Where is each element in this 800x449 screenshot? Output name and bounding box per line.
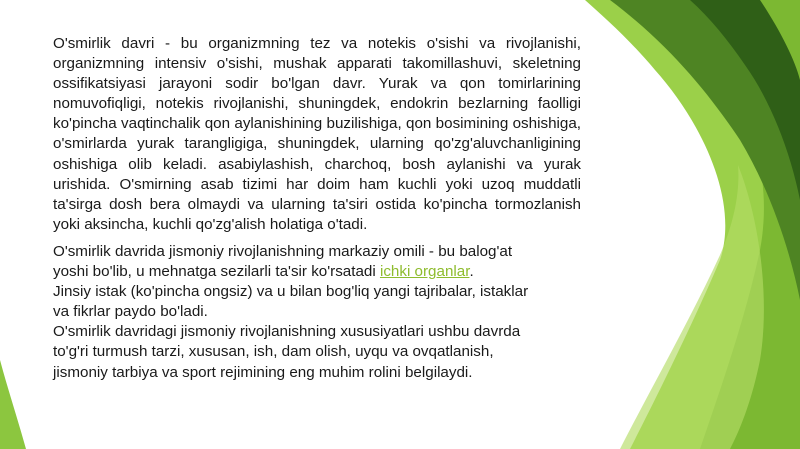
line-2-suffix: . — [469, 263, 474, 281]
paragraph-2-line-1: O'smirlik davrida jismoniy rivojlanishning markaziy omili - bu balog'at — [53, 242, 513, 260]
slide-text — [53, 34, 581, 383]
paragraph-2-line-3: Jinsiy istak (ko'pincha ongsiz) va u bilan bog'liq yangi tajribalar, istaklar — [53, 283, 529, 301]
paragraph-2-line-6: to'g'ri turmush tarzi, xususan, ish, dam olish, uyqu va ovqatlanish, — [53, 343, 494, 361]
right-highlight-shape — [620, 165, 764, 449]
line-2-prefix: yoshi bo'lib, u mehnatga sezilarli ta'sir ko'rsatadi — [53, 263, 380, 281]
paragraph-2-line-2 — [53, 262, 581, 282]
paragraph-1: O'smirlik davri - bu organizmning tez va notekis o'sishi va rivojlanishi, organizmning intensiv o'sishi, mushak apparati takomillashuvi, skeletning ossifikatsiyasi jarayoni sodir bo'lgan davr. Yurak va qon tomirlarining nomuvofiqligi, notekis rivojlanishi, shuningdek, endokrin bezlarning faolligi ko'pincha vaqtinchalik qon aylanishining buzilishiga, qon bosimining oshishiga, o'smirlarda yurak tarangligiga, shuningdek, ularning qo'zg'aluvchanligining oshishiga olib keladi. asabiylashish, charchoq, bosh aylanishi va yurak urishida. O'smirning asab tizimi har doim ham kuchli yoki uzoq muddatli ta'sirga dosh bera olmaydi va ularning ta'siri ostida ko'pincha tormozlanish yoki aksincha, kuchli qo'zg'alish holatiga o'tadi. — [53, 35, 581, 233]
ichki-organlar-link[interactable]: ichki organlar — [379, 263, 470, 281]
paragraph-2-line-5: O'smirlik davridagi jismoniy rivojlanishning xususiyatlari ushbu davrda — [53, 323, 521, 341]
left-green-accent — [0, 360, 26, 449]
paragraph-2-line-4: va fikrlar paydo bo'ladi. — [53, 303, 208, 321]
paragraph-2-line-7: jismoniy tarbiya va sport rejimining eng muhim rolini belgilaydi. — [53, 363, 473, 381]
paragraph-2 — [53, 242, 581, 383]
